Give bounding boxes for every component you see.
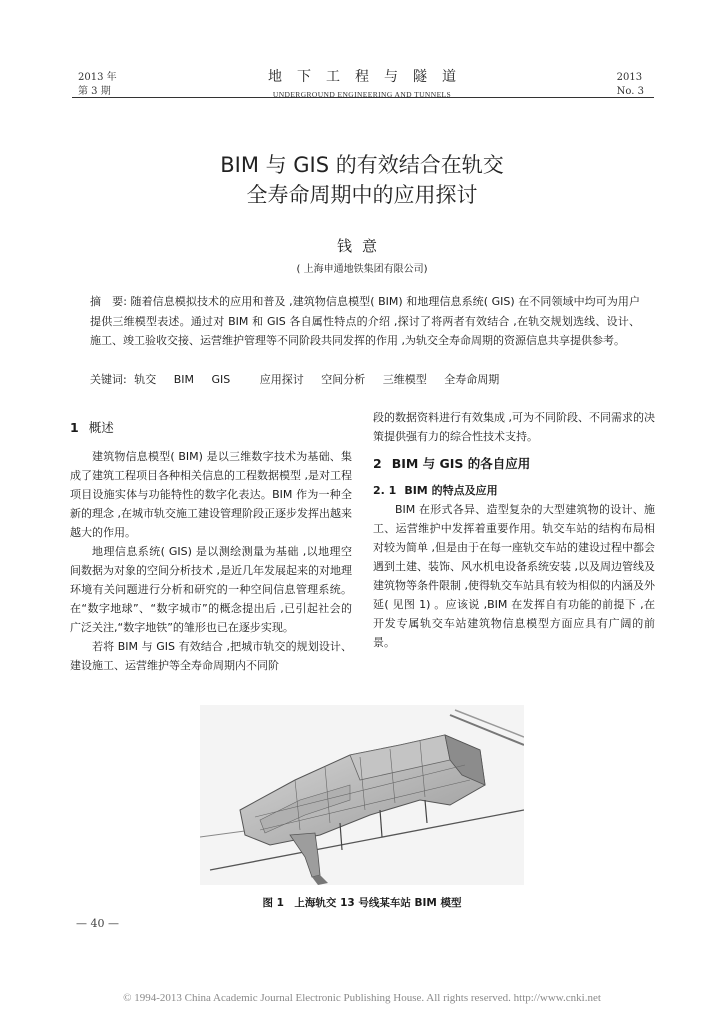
page-number: — 40 — [76,917,119,930]
paragraph: 地理信息系统( GIS) 是以测绘测量为基础 ,以地理空间数据为对象的空间分析技术 ,是近几年发展起来的对地理环境有关问题进行分析和研究的一种空间信息管理系统。在“数字地球”、“数字城市”的概念提出后 ,已引起社会的广泛关注,“数字地铁”的雏形也已在逐步实现。 [70,545,352,634]
header-right [617,71,644,99]
copyright-footer: © 1994-2013 China Academic Journal Electronic Publishing House. All rights reserved. http://www.cnki.net [123,992,601,1004]
keyword: 三维模型 [382,373,427,386]
title-line-2: 全寿命周期中的应用探讨 [246,183,478,207]
keyword: 应用探讨 [259,373,304,386]
keyword: 轨交 [134,373,157,386]
section-number: 2 [373,456,382,471]
title-line-1: BIM 与 GIS 的有效结合在轨交 [220,153,504,177]
paragraph-continued: 段的数据资料进行有效集成 ,可为不同阶段、不同需求的决策提供强有力的综合性技术支持。 [373,411,655,443]
header-rule [72,97,654,98]
column-left [70,418,352,675]
author: 钱意 [336,237,387,255]
column-right [373,408,655,652]
subsection-title: BIM 的特点及应用 [404,484,498,497]
header-year: 2013 [616,72,643,83]
paragraph: 建筑物信息模型( BIM) 是以三维数字技术为基础、集成了建筑工程项目各种相关信息的工程数据模型 ,是对工程项目设施实体与功能特性的数字化表达。BIM 作为一种全新的理念 ,在城市轨交施工建设管理阶段正逐步发挥出越来越大的作用。 [70,450,352,539]
keyword: 全寿命周期 [444,373,500,386]
subsection-heading-2-1 [373,481,655,500]
section-heading-2 [373,454,655,473]
abstract: 摘 要: 随着信息模拟技术的应用和普及 ,建筑物信息模型( BIM) 和地理信息系统( GIS) 在不同领域中均可为用户提供三维模型表述。通过对 BIM 和 GIS 各自属性特点的介绍 ,探讨了将两者有效结合 ,在轨交规划选线、设计、施工、竣工验收交接、运营维护管理等不同阶段共同发挥的作用 ,为轨交全寿命周期的资源信息共享提供参考。 [90,295,640,347]
paragraph: BIM 在形式各异、造型复杂的大型建筑物的设计、施工、运营维护中发挥着重要作用。轨交车站的结构布局相对较为简单 ,但是由于在每一座轨交车站的建设过程中都会遇到土建、装饰、风水机电设备系统安装 ,以及周边管线及建筑物等条件限制 ,使得轨交车站具有较为相似的内涵及外延( 见图 1) 。应该说 ,BIM 在发挥自有功能的前提下 ,在开发专属轨交车站建筑物信息模型方面应具有广阔的前景。 [373,503,655,649]
section-heading-1 [70,418,352,437]
figure-caption: 图 1 上海轨交 13 号线某车站 BIM 模型 [262,897,462,909]
section-number: 1 [70,420,79,435]
keywords-label: 关键词: [90,373,127,386]
header-center [0,66,724,99]
header-issue: No. 3 [616,86,644,97]
header-year-cn: 2013 年 [78,72,117,83]
bim-model-figure [200,705,524,885]
paper-title [0,150,724,210]
keyword: BIM [173,373,194,386]
journal-name: 地下工程与隧道 [268,69,471,85]
keywords [90,371,640,389]
paragraph: 若将 BIM 与 GIS 有效结合 ,把城市轨交的规划设计、建设施工、运营维护等全寿命周期内不同阶 [70,640,352,672]
affiliation: ( 上海申通地铁集团有限公司) [296,264,428,275]
keyword: 空间分析 [321,373,366,386]
section-title: BIM 与 GIS 的各自应用 [391,456,531,471]
header-issue-cn: 第 3 期 [78,86,111,97]
section-title: 概述 [88,420,114,435]
journal-name-en: UNDERGROUND ENGINEERING AND TUNNELS [272,90,452,99]
keyword: GIS [211,373,231,386]
subsection-number: 2. 1 [373,484,397,497]
